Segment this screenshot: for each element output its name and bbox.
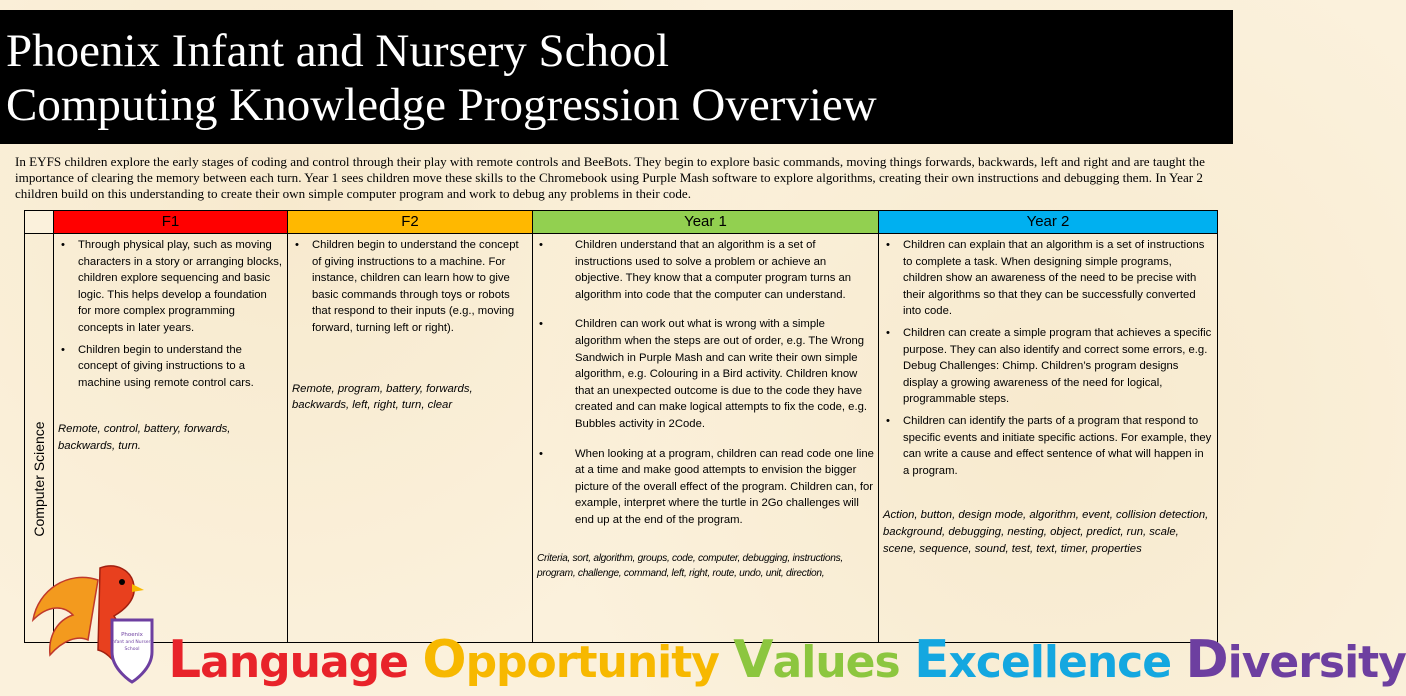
header-f1: F1 — [54, 211, 288, 234]
school-name: Phoenix Infant and Nursery School — [6, 25, 670, 77]
list-item: • Children can create a simple program that achieves a specific purpose. They can also identify and correct some errors, e.g. Debug Challenges: Chimp. Children’s program designs display a growing awareness of the need for logical, programmable steps. — [886, 326, 1212, 406]
motto-opportunity-rest: pportunity — [465, 637, 719, 688]
progression-table — [24, 210, 1218, 643]
motto-diversity-rest: iversity — [1227, 637, 1406, 688]
f2-vocabulary: Remote, program, battery, forwards, backwards, left, right, turn, clear — [292, 382, 473, 412]
document-title: Computing Knowledge Progression Overview — [6, 79, 877, 131]
title-banner — [0, 10, 1233, 144]
school-motto — [168, 630, 1406, 693]
logo-text-line-3: School — [124, 647, 140, 652]
list-item: • Children begin to understand the concept of giving instructions to a machine using remote control cars. — [61, 343, 254, 389]
logo-text-line-1: Phoenix — [121, 632, 143, 638]
year-2-bullet-list — [883, 237, 1213, 479]
header-f2: F2 — [288, 211, 533, 234]
motto-language-rest: anguage — [200, 637, 409, 688]
list-item: • Children can identify the parts of a program that respond to specific events and initiate specific actions. For example, they can write a cause and effect sentence of what will happen in a program. — [886, 414, 1212, 477]
header-year-1: Year 1 — [533, 211, 879, 234]
year-1-vocabulary: Criteria, sort, algorithm, groups, code, computer, debugging, instructions, program, challenge, command, left, right, route, undo, unit, direction, — [537, 552, 843, 579]
cell-year-2 — [879, 234, 1218, 643]
row-label: Computer Science — [31, 421, 47, 537]
logo-text-line-2: Infant and Nursery — [110, 640, 154, 645]
list-item: • Through physical play, such as moving characters in a story or arranging blocks, children explore sequencing and basic logic. This helps develop a foundation for more complex programming concepts in later years. — [61, 239, 283, 334]
list-item: • Children can explain that an algorithm is a set of instructions to complete a task. When designing simple programs, children show an awareness of the need to be precise with their algorithms so that they can be successfully converted into code. — [886, 239, 1205, 318]
list-item: • Children can work out what is wrong with a simple algorithm when the steps are out of order, e.g. The Wrong Sandwich in Purple Mash and can write their own simple algorithm, e.g. Colouring in a Bird activity. Children know that an unexpected outcome is due to the code they have created and can make logical attempts to fix the code, e.g. Bubbles activity in 2Code. — [539, 318, 868, 430]
motto-excellence-initial: E — [914, 630, 949, 690]
motto-language-initial: L — [168, 630, 201, 690]
motto-diversity-initial: D — [1185, 630, 1228, 690]
header-year-2: Year 2 — [879, 211, 1218, 234]
computer-science-row — [25, 234, 1218, 643]
list-item: • Children begin to understand the concept of giving instructions to a machine. For instance, children can learn how to give basic commands through toys or robots that respond to their inputs (e.g., moving forward, turning left or right). — [295, 239, 519, 334]
list-item: • Children understand that an algorithm is a set of instructions used to solve a problem or achieve an objective. They know that a computer program turns an algorithm into code that the computer can understand. — [539, 239, 852, 301]
header-row — [25, 211, 1218, 234]
year-1-bullet-list — [537, 237, 874, 529]
list-item: • When looking at a program, children can read code one line at a time and make good attempts to envision the bigger picture of the overall effect of the program. Children can, for example, interpret where the turtle in 2Go challenges will end up at the end of the program. — [539, 447, 874, 526]
year-2-vocabulary: Action, button, design mode, algorithm, event, collision detection, background, debugging, nesting, object, predict, run, scale, scene, sequence, sound, test, text, timer, properties — [883, 509, 1209, 555]
motto-values-initial: V — [733, 630, 773, 690]
f1-bullet-list — [58, 237, 283, 391]
intro-paragraph: In EYFS children explore the early stages of coding and control through their play with remote controls and BeeBots. They begin to explore basic commands, moving things forwards, backwards, left and right and are taught the importance of clearing the memory between each turn. Year 1 sees children move these skills to the Chromebook using Purple Mash software to explore algorithms, creating their own instructions and debugging them. In Year 2 children build on this understanding to create their own simple computer program and work to debug any problems in their code. — [15, 154, 1205, 201]
cell-f2 — [288, 234, 533, 643]
phoenix-logo — [28, 560, 168, 696]
motto-excellence-rest: xcellence — [948, 637, 1172, 688]
corner-cell — [25, 211, 54, 234]
motto-values-rest: alues — [772, 637, 900, 688]
f1-vocabulary: Remote, control, battery, forwards, backwards, turn. — [58, 423, 231, 452]
motto-opportunity-initial: O — [422, 630, 466, 690]
cell-year-1 — [533, 234, 879, 643]
f2-bullet-list — [292, 237, 528, 337]
phoenix-wing-icon — [33, 577, 98, 655]
